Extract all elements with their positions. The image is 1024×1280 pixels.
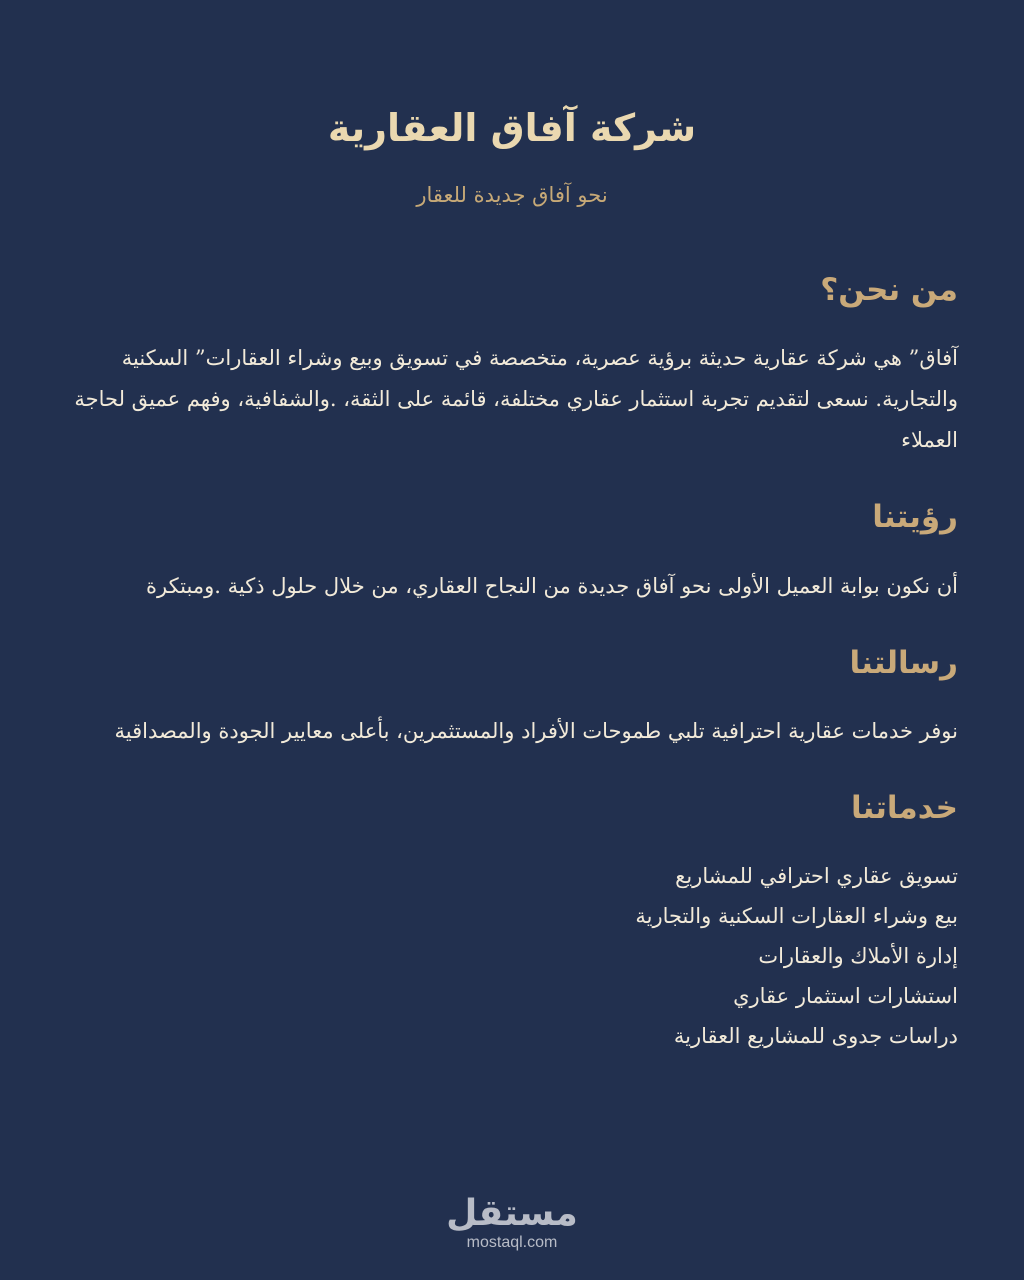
service-item: دراسات جدوى للمشاريع العقارية: [673, 1024, 958, 1049]
mission-paragraph: نوفر خدمات عقارية احترافية تلبي طموحات الأفراد والمستثمرين، بأعلى معايير الجودة والمصداقية: [114, 718, 958, 743]
service-item: إدارة الأملاك والعقارات: [758, 944, 958, 969]
mostaql-logo: مستقل: [446, 1193, 578, 1234]
mission-heading: رسالتنا: [849, 644, 958, 681]
vision-paragraph: أن نكون بوابة العميل الأولى نحو آفاق جديدة من النجاح العقاري، من خلال حلول ذكية .ومبتكرة: [146, 573, 958, 598]
about-heading: من نحن؟: [820, 272, 958, 308]
vision-heading: رؤيتنا: [872, 499, 958, 536]
company-tagline: نحو آفاق جديدة للعقار: [416, 183, 608, 208]
company-title: شركة آفاق العقارية: [327, 106, 697, 150]
service-item: بيع وشراء العقارات السكنية والتجارية: [635, 904, 958, 929]
services-section: [66, 788, 958, 1056]
about-paragraph: آفاق” هي شركة عقارية حديثة برؤية عصرية، متخصصة في تسويق وبيع وشراء العقارات” السكنية والتجارية. نسعى لتقديم تجربة استثمار عقاري مختلفة، قائمة على الثقة، .والشفافية، وفهم عميق لحاجة العملاء: [74, 346, 958, 453]
services-heading: خدماتنا: [850, 789, 958, 826]
vision-section: [66, 497, 958, 606]
services-list: [66, 856, 958, 1056]
mission-section: [66, 643, 958, 752]
header: [0, 104, 1024, 207]
service-item: استشارات استثمار عقاري: [733, 984, 958, 1009]
service-item: تسويق عقاري احترافي للمشاريع: [675, 864, 958, 889]
mostaql-watermark: [0, 1193, 1024, 1252]
mostaql-domain: mostaql.com: [466, 1234, 558, 1251]
about-section: [66, 270, 958, 461]
content: [66, 270, 958, 1056]
